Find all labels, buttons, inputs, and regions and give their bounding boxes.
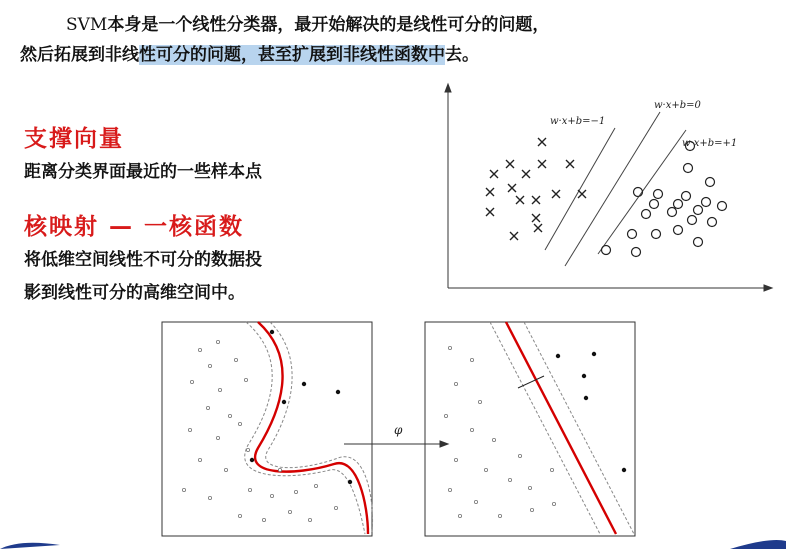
positive-sample-marker	[634, 188, 643, 197]
class-a-sample	[314, 484, 317, 487]
class-a-sample	[188, 428, 191, 431]
class-a-sample	[498, 514, 501, 517]
positive-sample-marker	[674, 226, 683, 235]
negative-sample-marker	[566, 160, 574, 168]
kernel-heading: 核映射 — 一核函数	[24, 214, 245, 240]
class-a-sample	[334, 506, 337, 509]
plot-axes	[445, 84, 772, 291]
class-a-sample	[208, 496, 211, 499]
class-a-sample	[288, 510, 291, 513]
positive-sample-marker	[650, 200, 659, 209]
negative-sample-marker	[552, 190, 560, 198]
margin-label-minus: w·x+b=−1	[550, 116, 606, 127]
support-vector-description: 距离分类界面最近的一些样本点	[24, 162, 262, 182]
highlighted-text: 性可分的问题，甚至扩展到非线性函数中	[139, 45, 445, 65]
class-a-sample	[530, 508, 533, 511]
kernel-description	[24, 244, 262, 310]
class-a-sample	[448, 346, 451, 349]
positive-sample-marker	[708, 218, 717, 227]
class-a-sample	[308, 518, 311, 521]
positive-sample-marker	[684, 164, 693, 173]
intro-line-2	[20, 40, 780, 70]
negative-sample-marker	[486, 208, 494, 216]
negative-sample-marker	[522, 170, 530, 178]
class-a-sample	[216, 436, 219, 439]
negative-sample-marker	[508, 184, 516, 192]
negative-sample-marker	[538, 160, 546, 168]
positive-sample-marker	[652, 230, 661, 239]
class-b-sample	[622, 468, 626, 472]
negative-sample-marker	[510, 232, 518, 240]
class-b-sample	[250, 458, 254, 462]
positive-samples	[602, 142, 727, 257]
phi-label: φ	[394, 423, 403, 437]
positive-sample-marker	[688, 216, 697, 225]
margin-line-minus	[545, 128, 615, 250]
class-a-sample	[278, 468, 281, 471]
class-a-sample	[294, 490, 297, 493]
class-b-sample	[282, 400, 286, 404]
class-a-sample	[528, 486, 531, 489]
negative-samples	[486, 138, 586, 240]
class-a-sample	[216, 340, 219, 343]
class-b-sample	[348, 480, 352, 484]
class-a-sample	[198, 458, 201, 461]
class-a-sample	[246, 448, 249, 451]
class-a-sample	[244, 378, 247, 381]
class-a-sample	[508, 478, 511, 481]
positive-sample-marker	[628, 230, 637, 239]
class-a-sample	[238, 514, 241, 517]
class-a-sample	[234, 358, 237, 361]
svm-word: SVM	[66, 15, 108, 35]
decision-boundary-line	[565, 112, 660, 266]
class-a-sample	[478, 400, 481, 403]
negative-sample-marker	[486, 188, 494, 196]
class-a-sample	[182, 488, 185, 491]
kernel-description-line-1: 将低维空间线性不可分的数据投	[24, 250, 262, 270]
positive-sample-marker	[654, 190, 663, 199]
positive-sample-marker	[632, 248, 641, 257]
class-b-sample	[302, 382, 306, 386]
positive-sample-marker	[682, 192, 691, 201]
class-a-sample	[484, 468, 487, 471]
class-b-sample	[584, 396, 588, 400]
positive-sample-marker	[668, 208, 677, 217]
class-a-sample	[474, 500, 477, 503]
negative-sample-marker	[534, 224, 542, 232]
class-b-sample	[336, 390, 340, 394]
bottom-decoration-bar	[0, 535, 786, 549]
class-a-sample	[190, 380, 193, 383]
class-a-sample	[248, 488, 251, 491]
negative-sample-marker	[516, 196, 524, 204]
class-a-sample	[270, 494, 273, 497]
class-b-sample	[270, 330, 274, 334]
negative-sample-marker	[506, 160, 514, 168]
svm-margin-figure	[440, 82, 776, 296]
class-a-sample	[454, 382, 457, 385]
intro-line-1-text: 本身是一个线性分类器，最开始解决的是线性可分的问题，	[107, 15, 550, 35]
class-a-sample	[444, 414, 447, 417]
class-a-sample	[492, 438, 495, 441]
positive-sample-marker	[694, 238, 703, 247]
intro-line-2-text: 然后拓展到非线	[20, 45, 139, 65]
class-b-sample	[582, 374, 586, 378]
negative-sample-marker	[578, 190, 586, 198]
input-space-panel	[162, 322, 372, 536]
support-vector-heading: 支撑向量	[24, 126, 124, 152]
positive-sample-marker	[694, 206, 703, 215]
class-a-sample	[228, 414, 231, 417]
decision-label-zero: w·x+b=0	[654, 100, 701, 111]
class-a-sample	[550, 468, 553, 471]
positive-sample-marker	[642, 210, 651, 219]
class-a-sample	[552, 502, 555, 505]
class-b-sample	[592, 352, 596, 356]
negative-sample-marker	[538, 138, 546, 146]
class-a-sample	[218, 388, 221, 391]
class-a-sample	[470, 358, 473, 361]
positive-sample-marker	[702, 198, 711, 207]
intro-line-1	[20, 10, 780, 40]
class-b-sample	[556, 354, 560, 358]
class-a-sample	[224, 468, 227, 471]
class-a-sample	[208, 364, 211, 367]
class-a-sample	[458, 514, 461, 517]
hyperplane-lines	[545, 112, 686, 266]
intro-paragraph	[20, 10, 780, 70]
kernel-description-line-2: 影到线性可分的高维空间中。	[24, 283, 245, 303]
negative-sample-marker	[490, 170, 498, 178]
class-a-sample	[454, 458, 457, 461]
intro-line-2-end: 去。	[445, 45, 479, 65]
class-a-sample	[238, 422, 241, 425]
positive-sample-marker	[718, 202, 727, 211]
class-a-sample	[448, 488, 451, 491]
class-a-sample	[198, 348, 201, 351]
class-a-sample	[262, 518, 265, 521]
feature-space-panel	[425, 322, 635, 536]
positive-sample-marker	[706, 178, 715, 187]
margin-label-plus: w·x+b=+1	[682, 138, 738, 149]
class-a-sample	[206, 406, 209, 409]
positive-sample-marker	[602, 246, 611, 255]
class-a-sample	[470, 428, 473, 431]
positive-sample-marker	[674, 200, 683, 209]
kernel-mapping-figure	[160, 320, 650, 542]
negative-sample-marker	[532, 196, 540, 204]
class-a-sample	[518, 454, 521, 457]
negative-sample-marker	[532, 214, 540, 222]
